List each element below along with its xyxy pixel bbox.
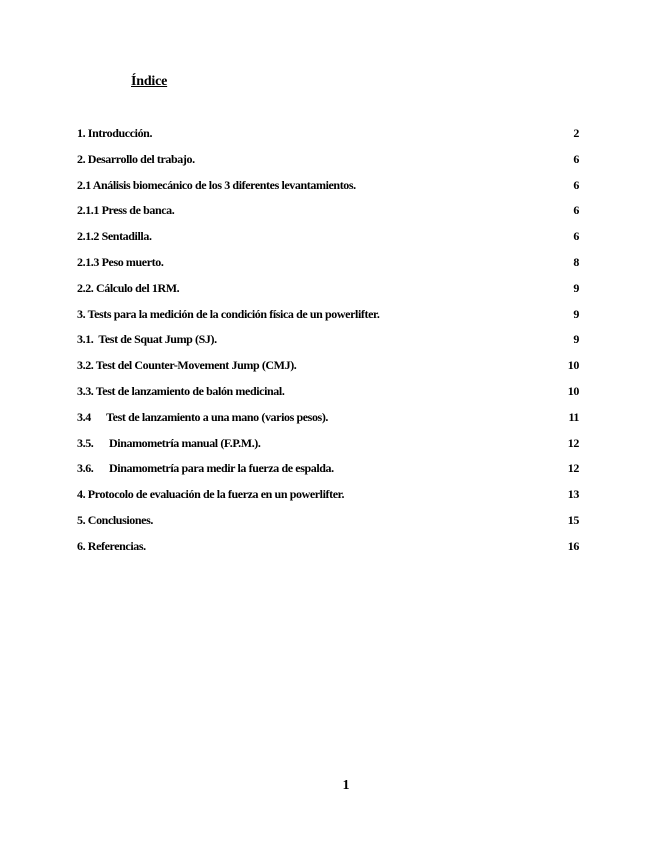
toc-entry-page: 6	[573, 229, 579, 244]
toc-entry-label: 2.1 Análisis biomecánico de los 3 diferentes levantamientos.	[77, 177, 356, 192]
toc-entry-page: 9	[573, 332, 579, 347]
toc-entry-label: 2.1.1 Press de banca.	[77, 203, 175, 218]
toc-entry-page: 10	[567, 358, 579, 373]
toc-entry-label: 2.1.2 Sentadilla.	[77, 229, 152, 244]
toc-entry-label: 3. Tests para la medición de la condición física de un powerlifter.	[77, 306, 380, 321]
toc-entry-page: 12	[567, 461, 579, 476]
toc-entry-page: 2	[573, 126, 579, 140]
toc-entry-label: 2.2. Cálculo del 1RM.	[77, 280, 180, 295]
toc-entry-label: 6. Referencias.	[77, 538, 146, 553]
toc-entry	[77, 253, 579, 279]
toc-entry-label: 3.4 Test de lanzamiento a una mano (varios pesos).	[77, 409, 329, 424]
toc-entry-page: 8	[573, 254, 579, 269]
toc-entry-label: 2.1.3 Peso muerto.	[77, 254, 164, 269]
toc-entry-page: 9	[573, 280, 579, 295]
toc-entry	[77, 382, 579, 408]
toc-entry-label: 3.6. Dinamometría para medir la fuerza de espalda.	[77, 461, 334, 476]
toc-entry	[77, 485, 579, 511]
toc-entry-page: 6	[573, 177, 579, 192]
toc-entry	[77, 305, 579, 331]
toc-entry-label: 1. Introducción.	[77, 126, 153, 140]
toc-entry-label: 3.5. Dinamometría manual (F.P.M.).	[77, 435, 261, 450]
toc-entry-label: 3.1. Test de Squat Jump (SJ).	[77, 332, 217, 347]
toc-entry	[77, 356, 579, 382]
index-title: Índice	[131, 74, 168, 89]
toc-entry	[77, 537, 579, 563]
toc-entry	[77, 227, 579, 253]
toc-entry-page: 9	[573, 306, 579, 321]
toc-entry	[77, 150, 579, 176]
toc-entry	[77, 511, 579, 537]
toc-entry	[77, 434, 579, 460]
toc-entry-page: 13	[567, 487, 579, 502]
toc-entry	[77, 201, 579, 227]
page-number: 1	[342, 778, 350, 793]
toc-entry-page: 16	[567, 538, 579, 553]
toc-entry	[77, 176, 579, 202]
toc-entry	[77, 459, 579, 485]
toc-entry-page: 12	[567, 435, 579, 450]
toc-entry-page: 11	[568, 409, 579, 424]
toc-entry-page: 6	[573, 151, 579, 166]
table-of-contents	[77, 124, 579, 563]
toc-entry-page: 10	[567, 383, 579, 398]
toc-entry	[77, 124, 579, 150]
toc-entry-page: 6	[573, 203, 579, 218]
toc-entry	[77, 279, 579, 305]
toc-entry	[77, 330, 579, 356]
toc-entry-label: 2. Desarrollo del trabajo.	[77, 151, 195, 166]
toc-entry-page: 15	[567, 512, 579, 527]
toc-entry-label: 5. Conclusiones.	[77, 512, 153, 527]
toc-entry	[77, 408, 579, 434]
toc-entry-label: 4. Protocolo de evaluación de la fuerza en un powerlifter.	[77, 487, 345, 502]
toc-entry-label: 3.2. Test del Counter-Movement Jump (CMJ).	[77, 358, 297, 373]
toc-entry-label: 3.3. Test de lanzamiento de balón medicinal.	[77, 383, 285, 398]
